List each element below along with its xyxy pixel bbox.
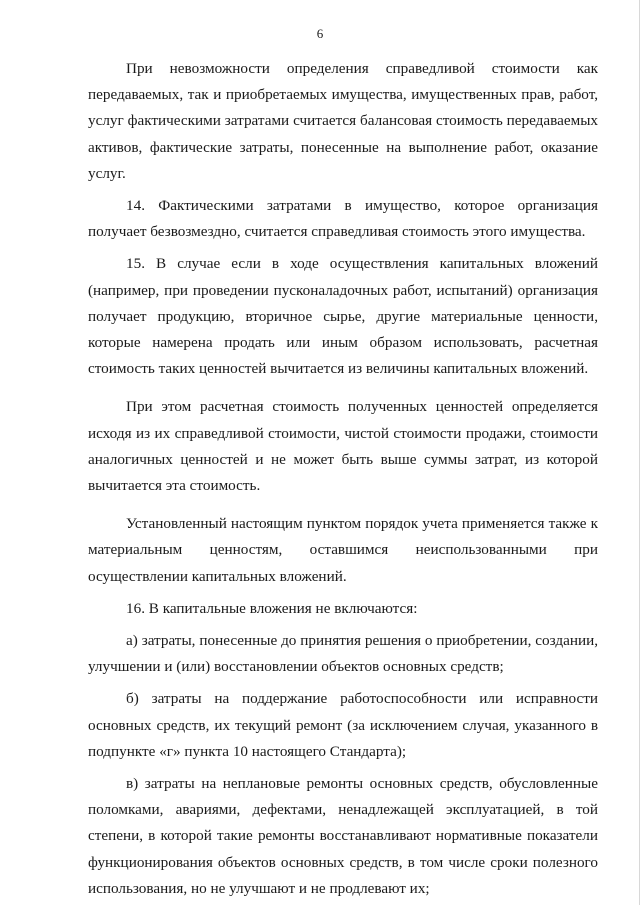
paragraph-estimated-value: При этом расчетная стоимость полученных ценностей определяется исходя из их справедливой стоимости, чистой стоимости продажи, стоимости аналогичных ценностей и не может быть выше суммы затрат, из которой вычитается эта стоимость. bbox=[88, 398, 598, 495]
paragraph-clause-15: 15. В случае если в ходе осуществления капитальных вложений (например, при проведении пусконаладочных работ, испытаний) организация получает продукцию, вторичное сырье, другие материальные ценности, которые намерена продать или иным образом использовать, расчетная стоимость таких ценностей вычитается из величины капитальных вложений. bbox=[88, 255, 598, 378]
paragraph-fair-value-fallback: При невозможности определения справедливой стоимости как передаваемых, так и приобретаемых имущества, имущественных прав, работ, услуг фактическими затратами считается балансовая стоимость передаваемых активов, фактические затраты, понесенные на выполнение работ, оказание услуг. bbox=[88, 60, 598, 182]
page-number: 6 bbox=[316, 26, 324, 41]
paragraph-item-b: б) затраты на поддержание работоспособности или исправности основных средств, их текущий ремонт (за исключением случая, указанного в подпункте «г» пункта 10 настоящего Стандарта); bbox=[88, 690, 598, 760]
paragraph-item-a: а) затраты, понесенные до принятия решения о приобретении, создании, улучшении и (или) восстановлении объектов основных средств; bbox=[88, 632, 598, 676]
paragraph-clause-14: 14. Фактическими затратами в имущество, которое организация получает безвозмездно, считается справедливая стоимость этого имущества. bbox=[88, 197, 598, 241]
paragraph-clause-16: 16. В капитальные вложения не включаются: bbox=[126, 599, 418, 617]
document-body bbox=[88, 56, 598, 902]
paragraph-item-v: в) затраты на неплановые ремонты основных средств, обусловленные поломками, авариями, дефектами, ненадлежащей эксплуатацией, в той степени, в которой такие ремонты восстанавливают нормативные показатели функционирования объектов основных средств, в том числе сроки полезного использования, но не улучшают и не продлевают их; bbox=[88, 775, 598, 897]
paragraph-procedure-applies: Установленный настоящим пунктом порядок учета применяется также к материальным ценностям, оставшимся неиспользованными при осуществлении капитальных вложений. bbox=[88, 515, 598, 585]
